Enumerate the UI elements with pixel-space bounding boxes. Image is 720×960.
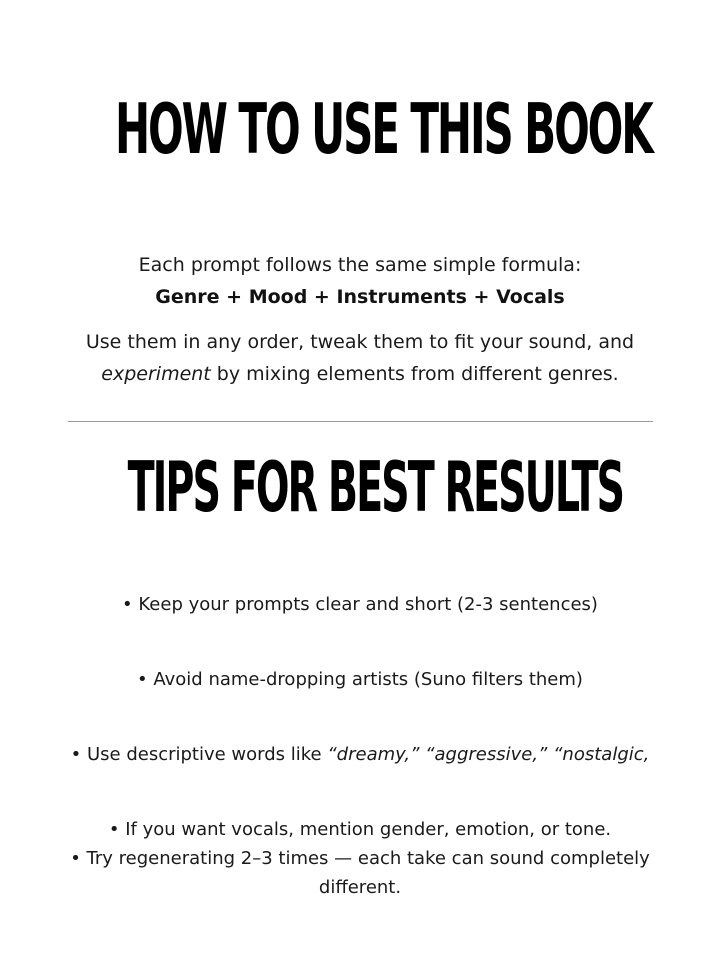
intro-line: Each prompt follows the same simple formula: [138, 254, 582, 276]
tip-text: • Use descriptive words like [70, 744, 328, 765]
how-to-use-heading-text: HOW TO USE THIS BOOK [115, 89, 652, 171]
usage-paragraph [0, 326, 720, 390]
how-to-use-heading [0, 89, 720, 171]
section-divider [68, 421, 653, 422]
tip-item: • Try regenerating 2–3 times — each take can sound completely different. [70, 848, 650, 898]
usage-text-part2: by mixing elements from different genres. [210, 363, 619, 385]
tip-item [0, 740, 720, 769]
tip-item: • Avoid name-dropping artists (Suno filters them) [137, 669, 583, 690]
tip-examples: “dreamy,” “aggressive,” “nostalgic, [327, 744, 650, 765]
intro-formula-block [0, 249, 720, 313]
usage-emphasis: experiment [101, 363, 211, 385]
formula-text: Genre + Mood + Instruments + Vocals [155, 286, 565, 308]
usage-text-part1: Use them in any order, tweak them to fit your sound, and [85, 331, 635, 353]
tips-heading-text: TIPS FOR BEST RESULTS [127, 447, 624, 529]
tips-heading [0, 447, 720, 529]
tip-item: • Keep your prompts clear and short (2-3 sentences) [122, 594, 598, 615]
tip-item: • If you want vocals, mention gender, emotion, or tone. [108, 819, 612, 840]
